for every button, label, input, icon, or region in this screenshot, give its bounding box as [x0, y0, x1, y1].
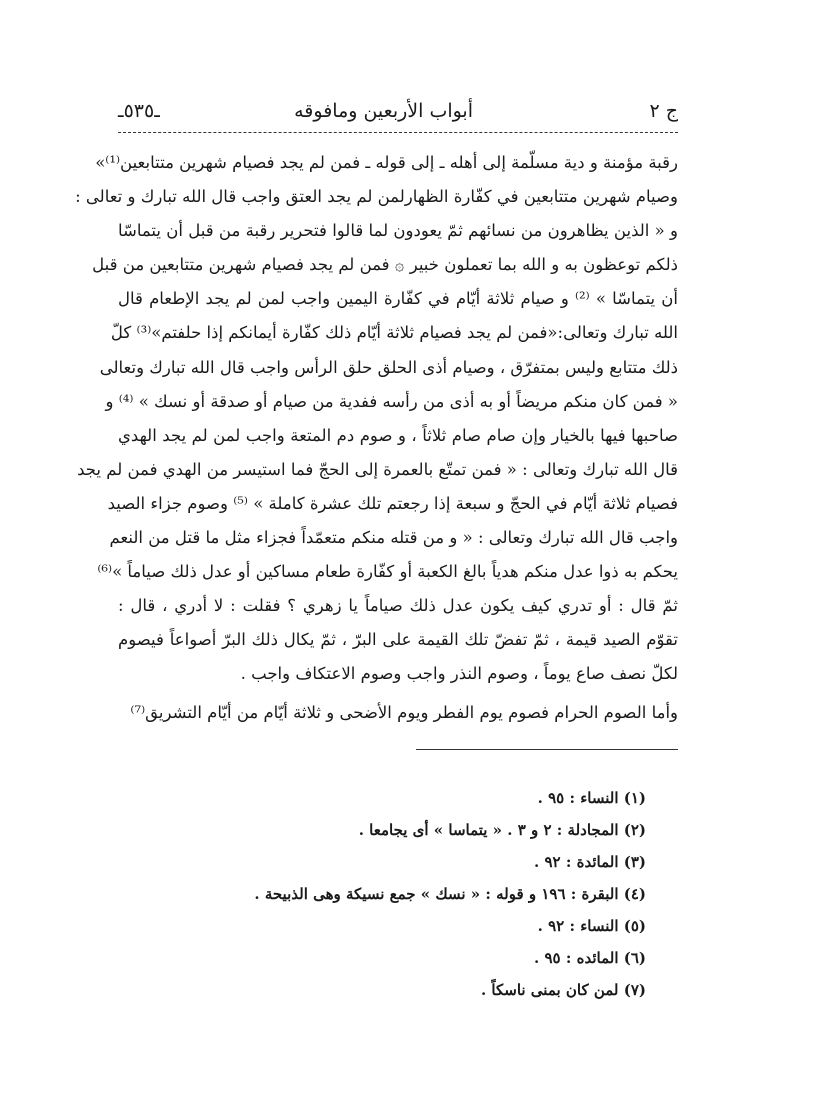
footnote-item: (٥) النساء : ٩٢ .: [537, 917, 646, 935]
footnote-item: (١) النساء : ٩٥ .: [537, 789, 646, 807]
page-number: ـ٥٣٥ـ: [118, 100, 160, 122]
text-line: لكلّ نصف صاع يوماً ، وصوم النذر واجب وصوم الاعتكاف واجب .: [240, 664, 678, 684]
footnotes: [118, 782, 678, 1006]
text-line: الله تبارك وتعالى:«فمن لم يجد فصيام ثلاثة أيّام ذلك كفّارة أيمانكم إذا حلفتم»⁽³⁾ كلّ: [110, 323, 678, 343]
text-line: و « الذين يظاهرون من نسائهم ثمّ يعودون لما قالوا فتحرير رقبة من قبل أن يتماسّا: [118, 221, 678, 241]
closing-paragraph: وأما الصوم الحرام فصوم يوم الفطر ويوم الأضحى و ثلاثة أيّام من أيّام التشريق⁽⁷⁾: [130, 702, 678, 722]
text-line: وصيام شهرين متتابعين في كفّارة الظهارلمن لم يجد العتق واجب قال الله تبارك و تعالى :: [75, 187, 678, 207]
text-line: واجب قال الله تبارك وتعالى : « و من قتله منكم متعمّداً فجزاء مثل ما قتل من النعم: [109, 528, 678, 548]
chapter-title: أبواب الأربعين ومافوقه: [294, 100, 473, 122]
text-line: رقبة مؤمنة و دية مسلّمة إلى أهله ـ إلى قوله ـ فمن لم يجد فصيام شهرين متتابعين⁽¹⁾»: [95, 153, 678, 172]
footnote-item: (٧) لمن كان بمنى ناسكاً .: [480, 981, 646, 999]
text-line: صاحبها فيها بالخيار وإن صام صام ثلاثاً ، و صوم دم المتعة واجب لمن لم يجد الهدي: [118, 425, 678, 445]
footnote-item: (٦) المائده : ٩٥ .: [534, 949, 646, 967]
text-line: تقوّم الصيد قيمة ، ثمّ تفضّ تلك القيمة على البرّ ، ثمّ يكال ذلك البرّ أصواعاً فيصوم: [118, 630, 678, 650]
running-header: [118, 96, 678, 130]
header-divider: [118, 132, 678, 133]
text-line: « فمن كان منكم مريضاً أو به أذى من رأسه ففدية من صيام أو صدقة أو نسك » ⁽⁴⁾ و: [105, 391, 678, 411]
footnote-item: (٤) البقرة : ١٩٦ و قوله : « نسك » جمع نسيكة وهى الذبيحة .: [254, 885, 646, 903]
footnote-item: (٣) المائدة : ٩٢ .: [534, 853, 646, 871]
volume-label: ج ٢: [649, 100, 678, 122]
text-line: قال الله تبارك وتعالى : « فمن تمتّع بالعمرة إلى الحجّ فما استيسر من الهدي فمن لم يجد: [77, 459, 678, 479]
main-text: [75, 146, 678, 730]
footnote-item: (٢) المجادلة : ٢ و ٣ . « يتماسا » أى يجامعا .: [358, 821, 646, 839]
text-line: ذلك متتابع وليس بمتفرّق ، وصيام أذى الحلق حلق الرأس واجب قال الله تبارك وتعالى: [99, 357, 678, 377]
footnote-divider: [416, 749, 678, 750]
text-line: ذلكم توعظون به و الله بما تعملون خبير ۞ فمن لم يجد فصيام شهرين متتابعين من قبل: [92, 255, 678, 275]
text-line: يحكم به ذوا عدل منكم هدياً بالغ الكعبة أو كفّارة طعام مساكين أو عدل ذلك صياماً »⁽⁶⁾: [97, 562, 678, 582]
text-line: ثمّ قال : أو تدري كيف يكون عدل ذلك صياماً يا زهري ؟ فقلت : لا أدري ، قال :: [118, 596, 678, 616]
text-line: أن يتماسّا » ⁽²⁾ و صيام ثلاثة أيّام في كفّارة اليمين واجب لمن لم يجد الإطعام قال: [118, 289, 678, 309]
text-line: فصيام ثلاثة أيّام في الحجّ و سبعة إذا رجعتم تلك عشرة كاملة » ⁽⁵⁾ وصوم جزاء الصيد: [107, 493, 678, 513]
